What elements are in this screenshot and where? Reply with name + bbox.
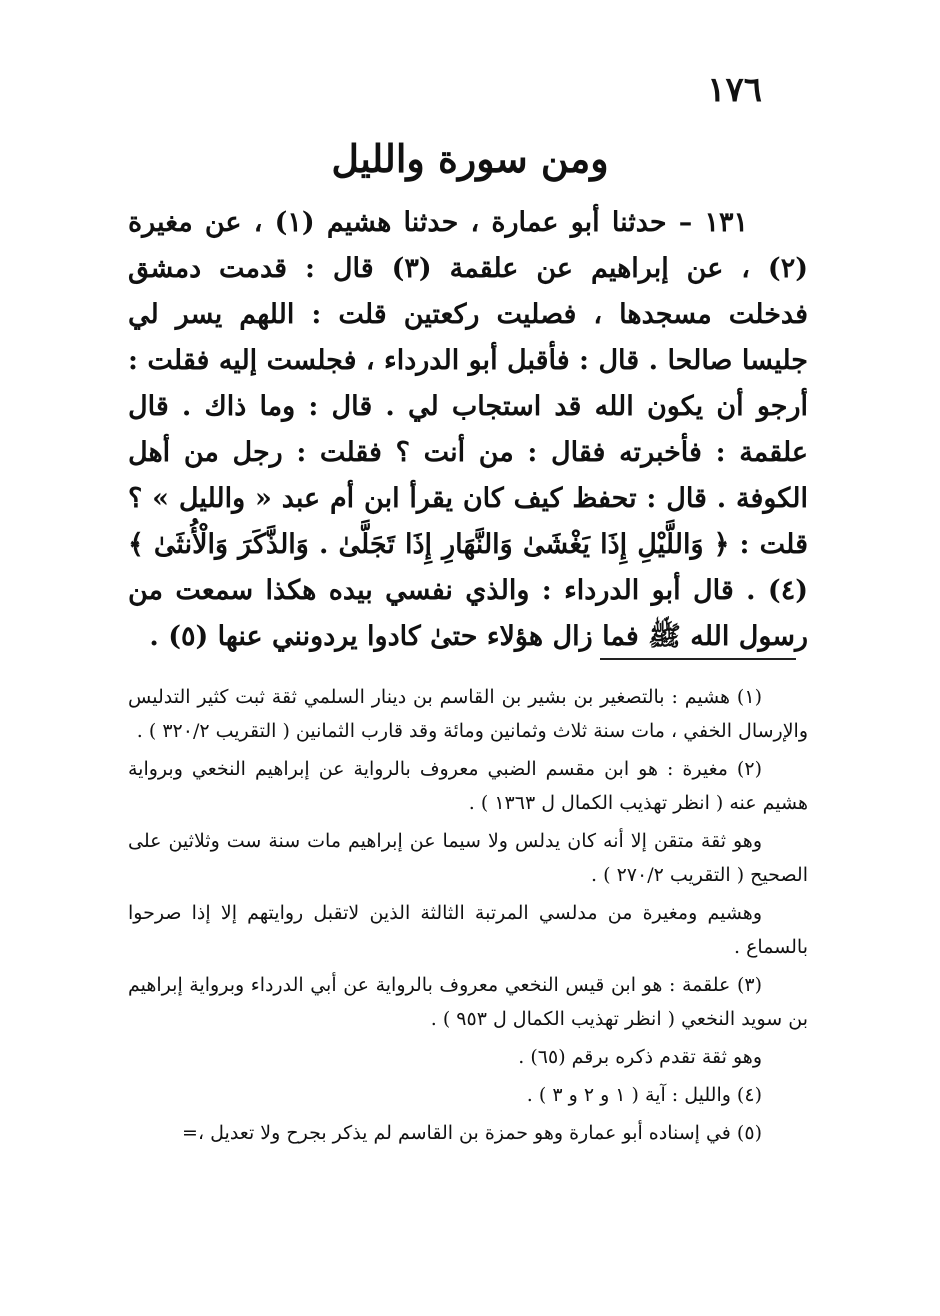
- footnote-divider: [600, 658, 796, 660]
- hadith-text: [128, 200, 808, 660]
- footnotes: [128, 680, 808, 1154]
- footnote-4: (٤) والليل : آية ( ١ و ٢ و ٣ ) .: [526, 1084, 762, 1106]
- footnote-3: (٣) علقمة : هو ابن قيس النخعي معروف بالرواية عن أبي الدرداء وبرواية إبراهيم بن سويد النخعي ( انظر تهذيب الكمال ل ٩٥٣ ) .: [128, 974, 808, 1030]
- section-title: ومن سورة والليل: [331, 136, 609, 181]
- footnote-2-continued: وهو ثقة متقن إلا أنه كان يدلس ولا سيما عن إبراهيم مات سنة ست وثلاثين على الصحيح ( التقريب ٢٧٠/٢ ) .: [128, 830, 808, 886]
- page-number: ١٧٦: [707, 70, 762, 110]
- footnote-3-continued: وهو ثقة تقدم ذكره برقم (٦٥) .: [518, 1046, 762, 1068]
- footnote-1: (١) هشيم : بالتصغير بن بشير بن القاسم بن دينار السلمي ثقة ثبت كثير التدليس والإرسال الخفي ، مات سنة ثلاث وثمانين ومائة وقد قارب الثمانين ( التقريب ٣٢٠/٢ ) .: [128, 686, 808, 742]
- footnote-5: (٥) في إسناده أبو عمارة وهو حمزة بن القاسم لم يذكر بجرح ولا تعديل ،=: [182, 1122, 762, 1144]
- footnote-2: (٢) مغيرة : هو ابن مقسم الضبي معروف بالرواية عن إبراهيم النخعي وبرواية هشيم عنه ( انظر تهذيب الكمال ل ١٣٦٣ ) .: [128, 758, 808, 814]
- hadith-paragraph: ١٣١ – حدثنا أبو عمارة ، حدثنا هشيم (١) ، عن مغيرة (٢) ، عن إبراهيم عن علقمة (٣) قال : قدمت دمشق فدخلت مسجدها ، فصليت ركعتين قلت : اللهم يسر لي جليسا صالحا . قال : فأقبل أبو الدرداء ، فجلست إليه فقلت : أرجو أن يكون الله قد استجاب لي . قال : وما ذاك . قال علقمة : فأخبرته فقال : من أنت ؟ فقلت : رجل من أهل الكوفة . قال : تحفظ كيف كان يقرأ ابن أم عبد « والليل » ؟ قلت : ﴿ وَاللَّيْلِ إِذَا يَغْشَىٰ وَالنَّهَارِ إِذَا تَجَلَّىٰ . وَالذَّكَرَ وَالْأُنثَىٰ ﴾ (٤) . قال أبو الدرداء : والذي نفسي بيده هكذا سمعت من رسول الله ﷺ فما زال هؤلاء حتىٰ كادوا يردونني عنها (٥) .: [128, 207, 808, 652]
- footnote-2-note: وهشيم ومغيرة من مدلسي المرتبة الثالثة الذين لاتقبل روايتهم إلا إذا صرحوا بالسماع .: [128, 902, 808, 958]
